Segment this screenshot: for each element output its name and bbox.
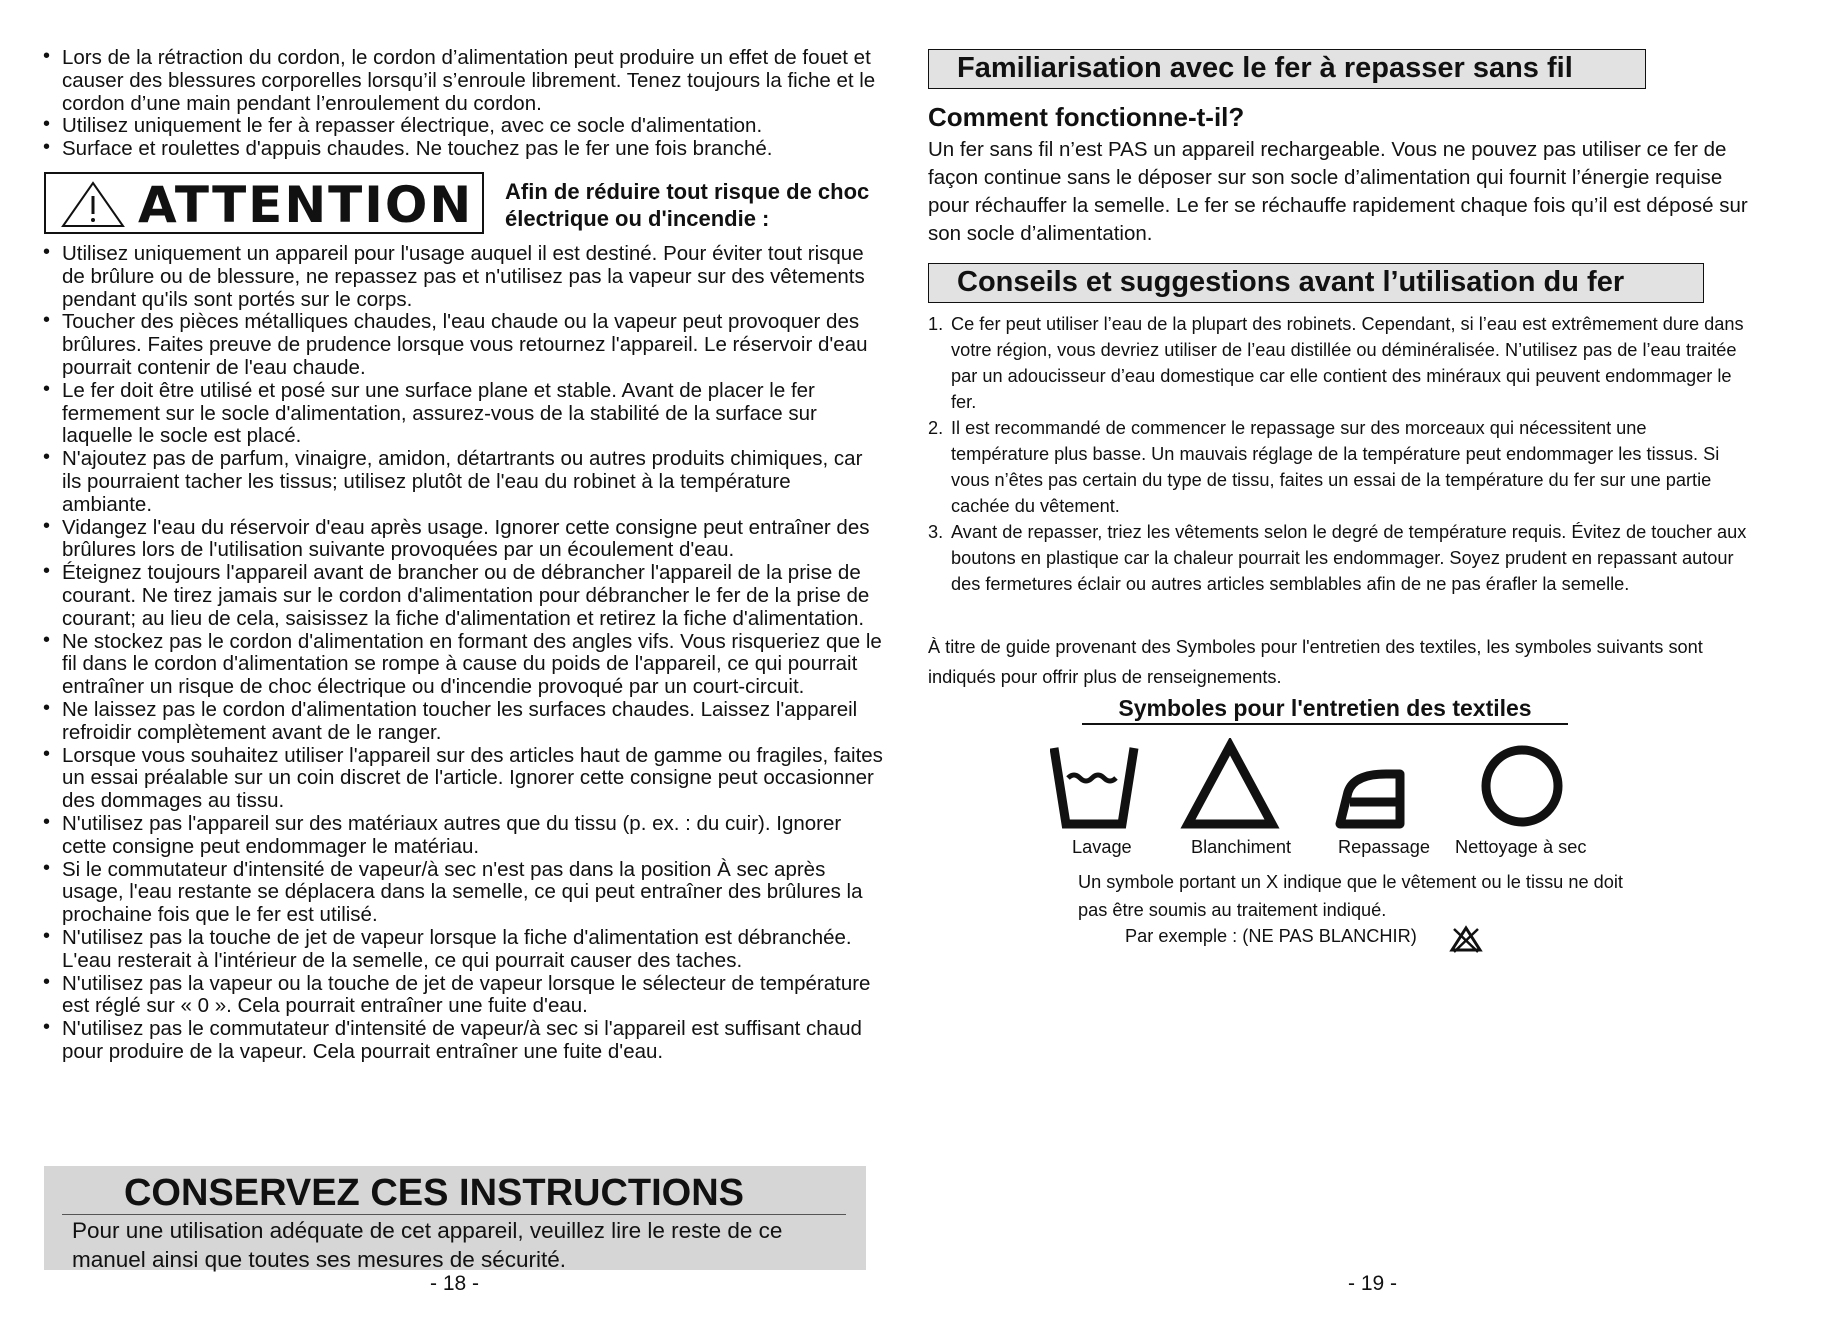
symbols-title: Symboles pour l'entretien des textiles <box>1082 694 1568 725</box>
section-banner-familiarisation: Familiarisation avec le fer à repasser sans fil <box>928 49 1646 89</box>
list-item: • Lorsque vous souhaitez utiliser l'appareil sur des articles haut de gamme ou fragiles, faites un essai préalable sur un coin discret de l'article. Ignorer cette consigne peut occasionner des dommages au tissu. <box>44 745 884 813</box>
list-number: 3. <box>928 522 944 542</box>
list-text: Avant de repasser, triez les vêtements selon le degré de température requis. Évitez de toucher aux boutons en plastique car la chaleur pourrait les endommager. Soyez prudent en repassant autour des fermetures éclair ou autres articles semblables afin de ne pas érafler la semelle. <box>951 522 1747 594</box>
list-item: • Surface et roulettes d'appuis chaudes. Ne touchez pas le fer une fois branché. <box>44 138 884 161</box>
symbol-label: Nettoyage à sec <box>1455 837 1587 857</box>
list-text: Ce fer peut utiliser l’eau de la plupart des robinets. Cependant, si l’eau est extrêmement dure dans votre région, vous devriez utiliser de l’eau distillée ou déminéralisée. N’utilisez pas de l’eau traitée par un adoucisseur d’eau domestique car elle contient des minéraux qui peuvent endommager le fer. <box>951 314 1744 412</box>
symbol-label: Blanchiment <box>1191 837 1292 857</box>
attention-box <box>44 172 484 234</box>
list-item: • Utilisez uniquement un appareil pour l'usage auquel il est destiné. Pour éviter tout risque de brûlure ou de blessure, ne repassez pas et n'utilisez pas la vapeur sur des vêtements pendant qu'ils sont portés sur le corps. <box>44 243 884 311</box>
page-number-right: - 19 - <box>1348 1272 1398 1295</box>
list-item: • N'utilisez pas l'appareil sur des matériaux autres que du tissu (p. ex. : du cuir). Ignorer cette consigne peut endommager le matériau. <box>44 813 884 859</box>
list-number: 1. <box>928 314 944 334</box>
divider <box>62 1214 846 1215</box>
symbol-note: Un symbole portant un X indique que le vêtement ou le tissu ne doit pas être soumis au traitement indiqué. <box>1078 872 1623 920</box>
list-item <box>928 311 1748 415</box>
bleach-triangle-icon <box>1188 746 1272 824</box>
guide-paragraph: À titre de guide provenant des Symboles pour l'entretien des textiles, les symboles suivants sont indiqués pour offrir plus de renseignements. <box>928 637 1703 687</box>
list-item: • Toucher des pièces métalliques chaudes, l'eau chaude ou la vapeur peut provoquer des brûlures. Faites preuve de prudence lorsque vous retournez l'appareil. Le réservoir d'eau pourrait contenir de l'eau chaude. <box>44 311 884 379</box>
subheading: Comment fonctionne-t-il? <box>928 102 1245 132</box>
intro-paragraph: Un fer sans fil n’est PAS un appareil rechargeable. Vous ne pouvez pas utiliser ce fer de façon continue sans le déposer sur son socle d’alimentation qui fournit l’énergie requise pour réchauffer la semelle. Le fer se réchauffe rapidement chaque fois qu’il est déposé sur son socle d’alimentation. <box>928 138 1748 245</box>
list-item: • Éteignez toujours l'appareil avant de brancher ou de débrancher l'appareil de la prise de courant. Ne tirez jamais sur le cordon d'alimentation pour débrancher le fer de la prise de courant; au lieu de cela, saisissez la fiche d'alimentation et retirez la fiche d'alimentation. <box>44 562 884 630</box>
list-item: • N'utilisez pas la vapeur ou la touche de jet de vapeur lorsque le sélecteur de température est réglé sur « 0 ». Cela pourrait entraîner une fuite d'eau. <box>44 973 884 1019</box>
top-bullet-list <box>44 47 884 161</box>
list-item: • Utilisez uniquement le fer à repasser électrique, avec ce socle d'alimentation. <box>44 115 884 138</box>
iron-icon <box>1340 774 1400 824</box>
list-item: • N'utilisez pas le commutateur d'intensité de vapeur/à sec si l'appareil est suffisant chaud pour produire de la vapeur. Cela pourrait entraîner une fuite d'eau. <box>44 1018 884 1064</box>
list-item <box>928 519 1748 597</box>
list-text: Il est recommandé de commencer le repassage sur des morceaux qui nécessitent une température plus basse. Un mauvais réglage de la température peut endommager les tissus. Si vous n’êtes pas certain du type de tissu, faites un essai de la température du fer sur une partie cachée du vêtement. <box>951 418 1720 516</box>
list-number: 2. <box>928 418 944 438</box>
list-item: • Ne stockez pas le cordon d'alimentation en formant des angles vifs. Vous risqueriez que le fil dans le cordon d'alimentation se rompe à cause du poids de l'appareil, ce qui pourrait entraîner un risque de choc électrique ou d'incendie provoqué par un court-circuit. <box>44 631 884 699</box>
conserve-box <box>44 1166 866 1270</box>
attention-heading: ATTENTION <box>138 176 474 234</box>
dry-clean-circle-icon <box>1486 750 1558 822</box>
wash-tub-icon <box>1054 748 1134 824</box>
conserve-title: CONSERVEZ CES INSTRUCTIONS <box>123 1172 745 1214</box>
list-item <box>928 415 1748 519</box>
list-item: • Vidangez l'eau du réservoir d'eau après usage. Ignorer cette consigne peut entraîner des brûlures lors de l'utilisation suivante provoquées par un écoulement d'eau. <box>44 517 884 563</box>
symbol-label: Repassage <box>1338 837 1431 857</box>
tips-list <box>928 311 1748 597</box>
list-item: • Le fer doit être utilisé et posé sur une surface plane et stable. Avant de placer le fer fermement sur le socle d'alimentation, assurez-vous de la stabilité de la surface sur laquelle le socle est placé. <box>44 380 884 448</box>
page-number-left: - 18 - <box>430 1272 480 1295</box>
no-bleach-icon <box>1449 925 1483 958</box>
list-item: • Ne laissez pas le cordon d'alimentation toucher les surfaces chaudes. Laissez l'appareil refroidir complètement avant de le ranger. <box>44 699 884 745</box>
list-item: • Lors de la rétraction du cordon, le cordon d’alimentation peut produire un effet de fouet et causer des blessures corporelles lorsqu’il s’enroule librement. Tenez toujours la fiche et le cordon d’une main pendant l’enroulement du cordon. <box>44 47 884 115</box>
warning-bullet-list <box>44 243 884 1064</box>
list-item: • N'ajoutez pas de parfum, vinaigre, amidon, détartrants ou autres produits chimiques, car ils pourraient tacher les tissus; utilisez plutôt de l'eau du robinet à la température ambiante. <box>44 448 884 516</box>
symbol-label: Lavage <box>1072 837 1132 857</box>
section-banner-conseils: Conseils et suggestions avant l’utilisation du fer <box>928 263 1704 303</box>
care-symbols <box>1050 738 1610 834</box>
list-item: • N'utilisez pas la touche de jet de vapeur lorsque la fiche d'alimentation est débranchée. L'eau resterait à l'intérieur de la semelle, ce qui pourrait causer des taches. <box>44 927 884 973</box>
warning-triangle-icon <box>60 180 126 233</box>
list-item: • Si le commutateur d'intensité de vapeur/à sec n'est pas dans la position À sec après usage, l'eau restante se déplacera dans la semelle, ce qui peut entraîner des brûlures la prochaine fois que le fer est utilisé. <box>44 859 884 927</box>
conserve-text: Pour une utilisation adéquate de cet appareil, veuillez lire le reste de ce manuel ainsi que toutes ses mesures de sécurité. <box>72 1218 783 1272</box>
attention-note: Afin de réduire tout risque de choc électrique ou d'incendie : <box>505 179 870 231</box>
example-text: Par exemple : (NE PAS BLANCHIR) <box>1125 926 1417 946</box>
